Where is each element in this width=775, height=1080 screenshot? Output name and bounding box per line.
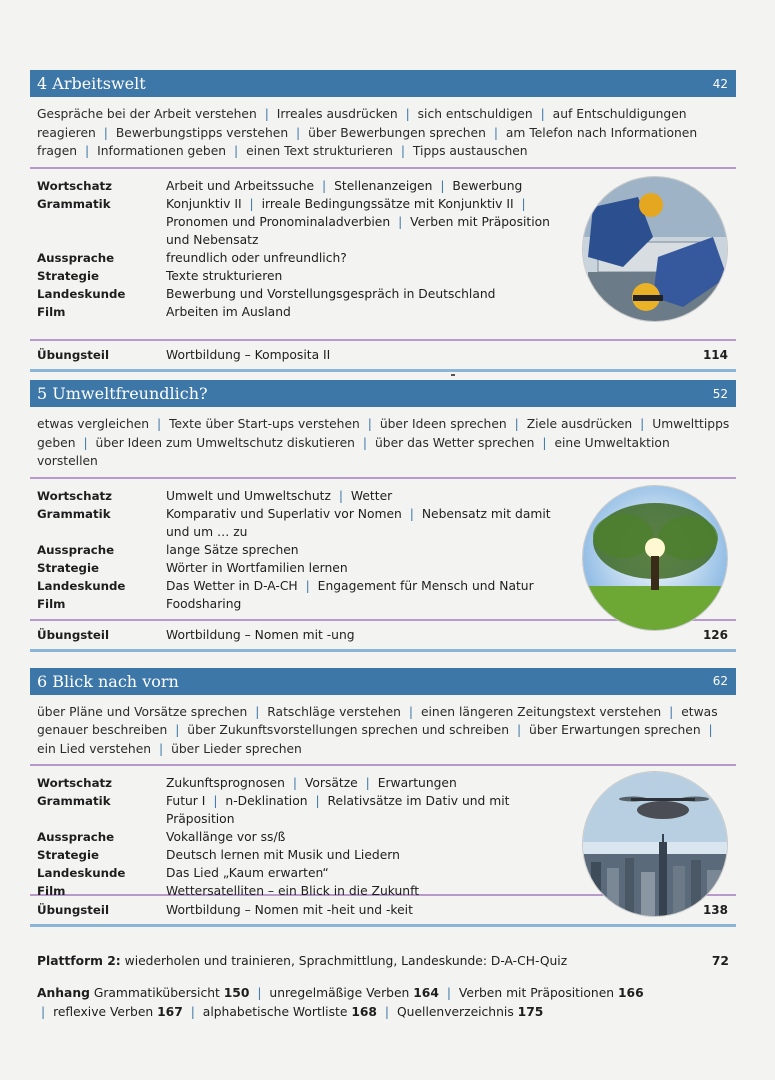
detail-value: Wettersatelliten – ein Blick in die Zukunft bbox=[166, 884, 420, 898]
separator: | bbox=[157, 417, 162, 431]
separator: | bbox=[103, 125, 108, 140]
anhang-item: reflexive Verben 167 bbox=[53, 1005, 183, 1019]
separator: | bbox=[255, 704, 260, 719]
chapter-page: 62 bbox=[712, 674, 728, 688]
detail-value: lange Sätze sprechen bbox=[166, 542, 299, 557]
separator: | bbox=[175, 723, 180, 737]
plattform-page: 72 bbox=[711, 954, 729, 968]
separator: | bbox=[190, 1005, 195, 1019]
detail-value: Komparativ und Superlativ vor Nomen | Nebensatz mit damit und um … zu bbox=[166, 506, 551, 539]
chapter-title: 4 Arbeitswelt bbox=[37, 74, 146, 93]
topic-item: über Ideen sprechen bbox=[379, 417, 507, 431]
detail-value: Umwelt und Umweltschutz | Wetter bbox=[166, 488, 393, 503]
uebungsteil-text: Wortbildung – Nomen mit -heit und -keit bbox=[166, 903, 413, 917]
separator: | bbox=[234, 144, 239, 158]
detail-label: Aussprache bbox=[37, 830, 115, 844]
detail-label: Wortschatz bbox=[37, 488, 113, 503]
detail-label: Strategie bbox=[37, 560, 100, 575]
topic-item: Irreales ausdrücken bbox=[276, 107, 398, 121]
separator: | bbox=[41, 1005, 46, 1019]
separator: | bbox=[408, 704, 414, 719]
separator: | bbox=[249, 196, 254, 211]
topic-item: über Pläne und Vorsätze sprechen bbox=[37, 704, 248, 719]
separator: | bbox=[257, 986, 262, 1000]
city-drone-photo bbox=[582, 771, 728, 917]
detail-value: Zukunftsprognosen | Vorsätze | Erwartungen bbox=[166, 776, 457, 790]
anhang-label: Anhang bbox=[37, 986, 90, 1000]
topic-item: Ratschläge verstehen bbox=[267, 704, 401, 719]
anhang-item: unregelmäßige Verben 164 bbox=[269, 986, 439, 1000]
topic-item: am Telefon nach Informationen fragen bbox=[37, 125, 698, 158]
separator: | bbox=[159, 741, 164, 756]
tree-photo bbox=[582, 485, 728, 631]
anhang-item: Verben mit Präpositionen 166 bbox=[458, 986, 644, 1000]
uebungsteil-label: Übungsteil bbox=[37, 903, 110, 917]
separator: | bbox=[514, 417, 519, 431]
chapter-rule bbox=[30, 924, 736, 927]
chapter-topics bbox=[30, 695, 736, 767]
separator: | bbox=[542, 435, 547, 450]
separator: | bbox=[540, 107, 545, 121]
chapter-topics bbox=[30, 97, 736, 169]
uebungsteil-page: 126 bbox=[702, 627, 728, 642]
separator: | bbox=[365, 776, 370, 790]
detail-value: Foodsharing bbox=[166, 596, 242, 611]
separator: | bbox=[384, 1005, 390, 1019]
uebungsteil-label: Übungsteil bbox=[37, 627, 110, 642]
chapter-4 bbox=[30, 70, 736, 365]
detail-label: Landeskunde bbox=[37, 578, 126, 593]
detail-value: Arbeit und Arbeitssuche | Stellenanzeigen | Bewerbung bbox=[166, 178, 523, 193]
topic-item: ein Lied verstehen bbox=[37, 741, 152, 756]
separator: | bbox=[708, 723, 713, 737]
chapter-rule bbox=[30, 649, 736, 652]
detail-value: Das Wetter in D-A-CH | Engagement für Mensch und Natur bbox=[166, 578, 534, 593]
topic-item: auf Entschuldigungen reagieren bbox=[37, 107, 687, 140]
separator: | bbox=[315, 794, 320, 808]
chapter-5 bbox=[30, 380, 736, 652]
separator: | bbox=[305, 578, 310, 593]
separator: | bbox=[405, 107, 410, 121]
separator: | bbox=[264, 107, 269, 121]
anhang-item: Grammatikübersicht 150 bbox=[93, 986, 250, 1000]
separator: | bbox=[409, 506, 414, 521]
topic-item: über Zukunftsvorstellungen sprechen und schreiben bbox=[187, 723, 510, 737]
separator: | bbox=[446, 986, 451, 1000]
plattform-description: wiederholen und trainieren, Sprachmittlung, Landeskunde: D-A-CH-Quiz bbox=[124, 954, 568, 968]
detail-value: freundlich oder unfreundlich? bbox=[166, 250, 347, 265]
topic-item: über Ideen zum Umweltschutz diskutieren bbox=[95, 435, 355, 450]
separator: | bbox=[85, 144, 90, 158]
detail-value: Konjunktiv II | irreale Bedingungssätze mit Konjunktiv II | Pronomen und Pronominaladverbien | Verben mit Präposition und Nebensatz bbox=[166, 196, 550, 247]
separator: | bbox=[213, 794, 218, 808]
chapter-title: 6 Blick nach vorn bbox=[37, 671, 179, 691]
chapter-header bbox=[30, 70, 736, 97]
separator: | bbox=[296, 125, 301, 140]
detail-label: Grammatik bbox=[37, 794, 111, 808]
workers-photo bbox=[582, 176, 728, 322]
separator: | bbox=[440, 178, 445, 193]
anhang-item: alphabetische Wortliste 168 bbox=[202, 1005, 377, 1019]
topic-item: über das Wetter sprechen bbox=[374, 435, 535, 450]
contents-page bbox=[30, 70, 736, 927]
detail-label: Wortschatz bbox=[37, 776, 113, 790]
detail-value: Wörter in Wortfamilien lernen bbox=[166, 560, 348, 575]
plattform-text bbox=[37, 954, 567, 968]
uebungsteil-page: 114 bbox=[702, 347, 728, 362]
topic-item: etwas genauer beschreiben bbox=[37, 704, 718, 737]
detail-label: Landeskunde bbox=[37, 866, 126, 880]
plattform-label: Plattform 2: bbox=[37, 954, 121, 968]
separator: | bbox=[516, 723, 522, 737]
chapter-6 bbox=[30, 668, 736, 928]
uebungsteil-page: 138 bbox=[702, 903, 728, 917]
detail-label: Landeskunde bbox=[37, 286, 126, 301]
detail-value: Vokallänge vor ss/ß bbox=[166, 830, 286, 844]
topic-item: einen Text strukturieren bbox=[246, 144, 393, 158]
anhang-item: Quellenverzeichnis 175 bbox=[396, 1005, 544, 1019]
topic-item: über Lieder sprechen bbox=[171, 741, 302, 756]
topic-item: über Erwartungen sprechen bbox=[529, 723, 701, 737]
separator: | bbox=[521, 196, 526, 211]
detail-label: Film bbox=[37, 304, 66, 319]
detail-value: Futur I | n-Deklination | Relativsätze im Dativ und mit Präposition bbox=[166, 794, 510, 826]
separator: | bbox=[362, 435, 368, 450]
detail-value: Texte strukturieren bbox=[166, 268, 283, 283]
uebungsteil-text: Wortbildung – Nomen mit -ung bbox=[166, 627, 355, 642]
chapter-header bbox=[30, 380, 736, 407]
detail-label: Strategie bbox=[37, 848, 100, 862]
chapter-header bbox=[30, 668, 736, 695]
topic-item: Bewerbungstipps verstehen bbox=[115, 125, 289, 140]
topic-item: etwas vergleichen bbox=[37, 417, 150, 431]
separator: | bbox=[338, 488, 343, 503]
chapter-topics bbox=[30, 407, 736, 479]
separator: | bbox=[398, 214, 403, 229]
topic-item: Tipps austauschen bbox=[412, 144, 528, 158]
separator: | bbox=[367, 417, 372, 431]
detail-label: Aussprache bbox=[37, 542, 115, 557]
separator: | bbox=[669, 704, 674, 719]
topic-item: sich entschuldigen bbox=[417, 107, 533, 121]
detail-value: Bewerbung und Vorstellungsgespräch in Deutschland bbox=[166, 286, 496, 301]
anhang-line bbox=[37, 984, 647, 1022]
chapter-page: 52 bbox=[712, 386, 728, 401]
detail-label: Grammatik bbox=[37, 196, 111, 211]
detail-label: Aussprache bbox=[37, 250, 115, 265]
topic-item: Gespräche bei der Arbeit verstehen bbox=[37, 107, 257, 121]
detail-label: Film bbox=[37, 884, 66, 898]
chapter-title: 5 Umweltfreundlich? bbox=[37, 384, 208, 403]
topic-item: Texte über Start-ups verstehen bbox=[169, 417, 360, 431]
detail-value: Arbeiten im Ausland bbox=[166, 304, 291, 319]
topic-item: über Bewerbungen sprechen bbox=[308, 125, 486, 140]
chapter-details bbox=[30, 169, 736, 339]
topic-item: Informationen geben bbox=[97, 144, 227, 158]
detail-value: Deutsch lernen mit Musik und Liedern bbox=[166, 848, 400, 862]
topic-item: Ziele ausdrücken bbox=[526, 417, 633, 431]
detail-label: Wortschatz bbox=[37, 178, 113, 193]
separator: | bbox=[493, 125, 498, 140]
detail-value: Das Lied „Kaum erwarten“ bbox=[166, 866, 329, 880]
uebungsteil-text: Wortbildung – Komposita II bbox=[166, 347, 331, 362]
uebungsteil-label: Übungsteil bbox=[37, 347, 110, 362]
detail-label: Film bbox=[37, 596, 66, 611]
plattform-line bbox=[37, 954, 729, 968]
separator: | bbox=[640, 417, 645, 431]
print-mark bbox=[451, 374, 455, 376]
chapter-details bbox=[30, 479, 736, 619]
separator: | bbox=[322, 178, 327, 193]
separator: | bbox=[400, 144, 405, 158]
chapter-page: 42 bbox=[712, 76, 728, 91]
topic-item: Umwelttipps geben bbox=[37, 417, 730, 450]
uebungsteil-row bbox=[30, 339, 736, 369]
chapter-rule bbox=[30, 369, 736, 372]
separator: | bbox=[83, 435, 88, 450]
topic-item: eine Umweltaktion vorstellen bbox=[37, 435, 670, 468]
detail-label: Strategie bbox=[37, 268, 100, 283]
detail-label: Grammatik bbox=[37, 506, 111, 521]
chapter-details bbox=[30, 766, 736, 898]
topic-item: einen längeren Zeitungstext verstehen bbox=[420, 704, 662, 719]
separator: | bbox=[292, 776, 297, 790]
